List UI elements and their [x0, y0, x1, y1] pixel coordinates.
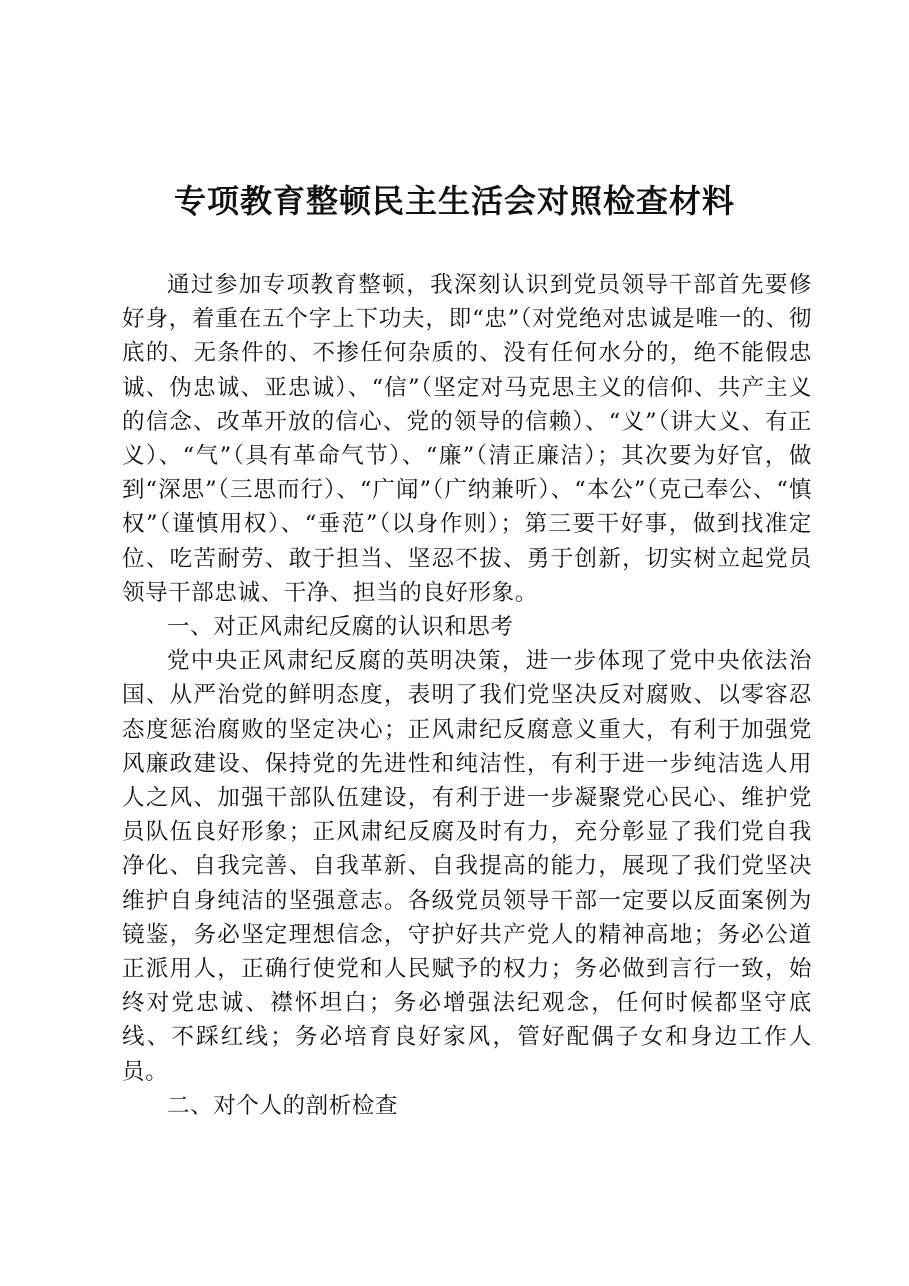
- paragraph-intro: 通过参加专项教育整顿，我深刻认识到党员领导干部首先要修好身，着重在五个字上下功夫，即“忠”（对党绝对忠诚是唯一的、彻底的、无条件的、不掺任何杂质的、没有任何水分的，绝不能假忠诚、伪忠诚、亚忠诚）、“信”（坚定对马克思主义的信仰、共产主义的信念、改革开放的信心、党的领导的信赖）、“义”（讲大义、有正义）、“气”（具有革命气节）、“廉”（清正廉洁）；其次要为好官，做到“深思”（三思而行）、“广闻”（广纳兼听）、“本公”（克己奉公、“慎权”（谨慎用权）、“垂范”（以身作则）；第三要干好事，做到找准定位、吃苦耐劳、敢于担当、坚忍不拔、勇于创新，切实树立起党员领导干部忠诚、干净、担当的良好形象。: [122, 272, 812, 606]
- document-title: 专项教育整顿民主生活会对照检查材料: [173, 182, 735, 221]
- section-heading-2: 二、对个人的剖析检查: [167, 1092, 399, 1119]
- paragraph-anti-corruption: 党中央正风肃纪反腐的英明决策，进一步体现了党中央依法治国、从严治党的鲜明态度，表明了我们党坚决反对腐败、以零容忍态度惩治腐败的坚定决心；正风肃纪反腐意义重大，有利于加强党风廉政建设、保持党的先进性和纯洁性，有利于进一步纯洁选人用人之风、加强干部队伍建设，有利于进一步凝聚党心民心、维护党员队伍良好形象；正风肃纪反腐及时有力，充分彰显了我们党自我净化、自我完善、自我革新、自我提高的能力，展现了我们党坚决维护自身纯洁的坚强意志。各级党员领导干部一定要以反面案例为镜鉴，务必坚定理想信念，守护好共产党人的精神高地；务必公道正派用人，正确行使党和人民赋予的权力；务必做到言行一致，始终对党忠诚、襟怀坦白；务必增强法纪观念，任何时候都坚守底线、不踩红线；务必培育良好家风，管好配偶子女和身边工作人员。: [122, 648, 812, 1085]
- document-body: [122, 268, 812, 1123]
- section-heading-1: 一、对正风肃纪反腐的认识和思考: [167, 614, 514, 641]
